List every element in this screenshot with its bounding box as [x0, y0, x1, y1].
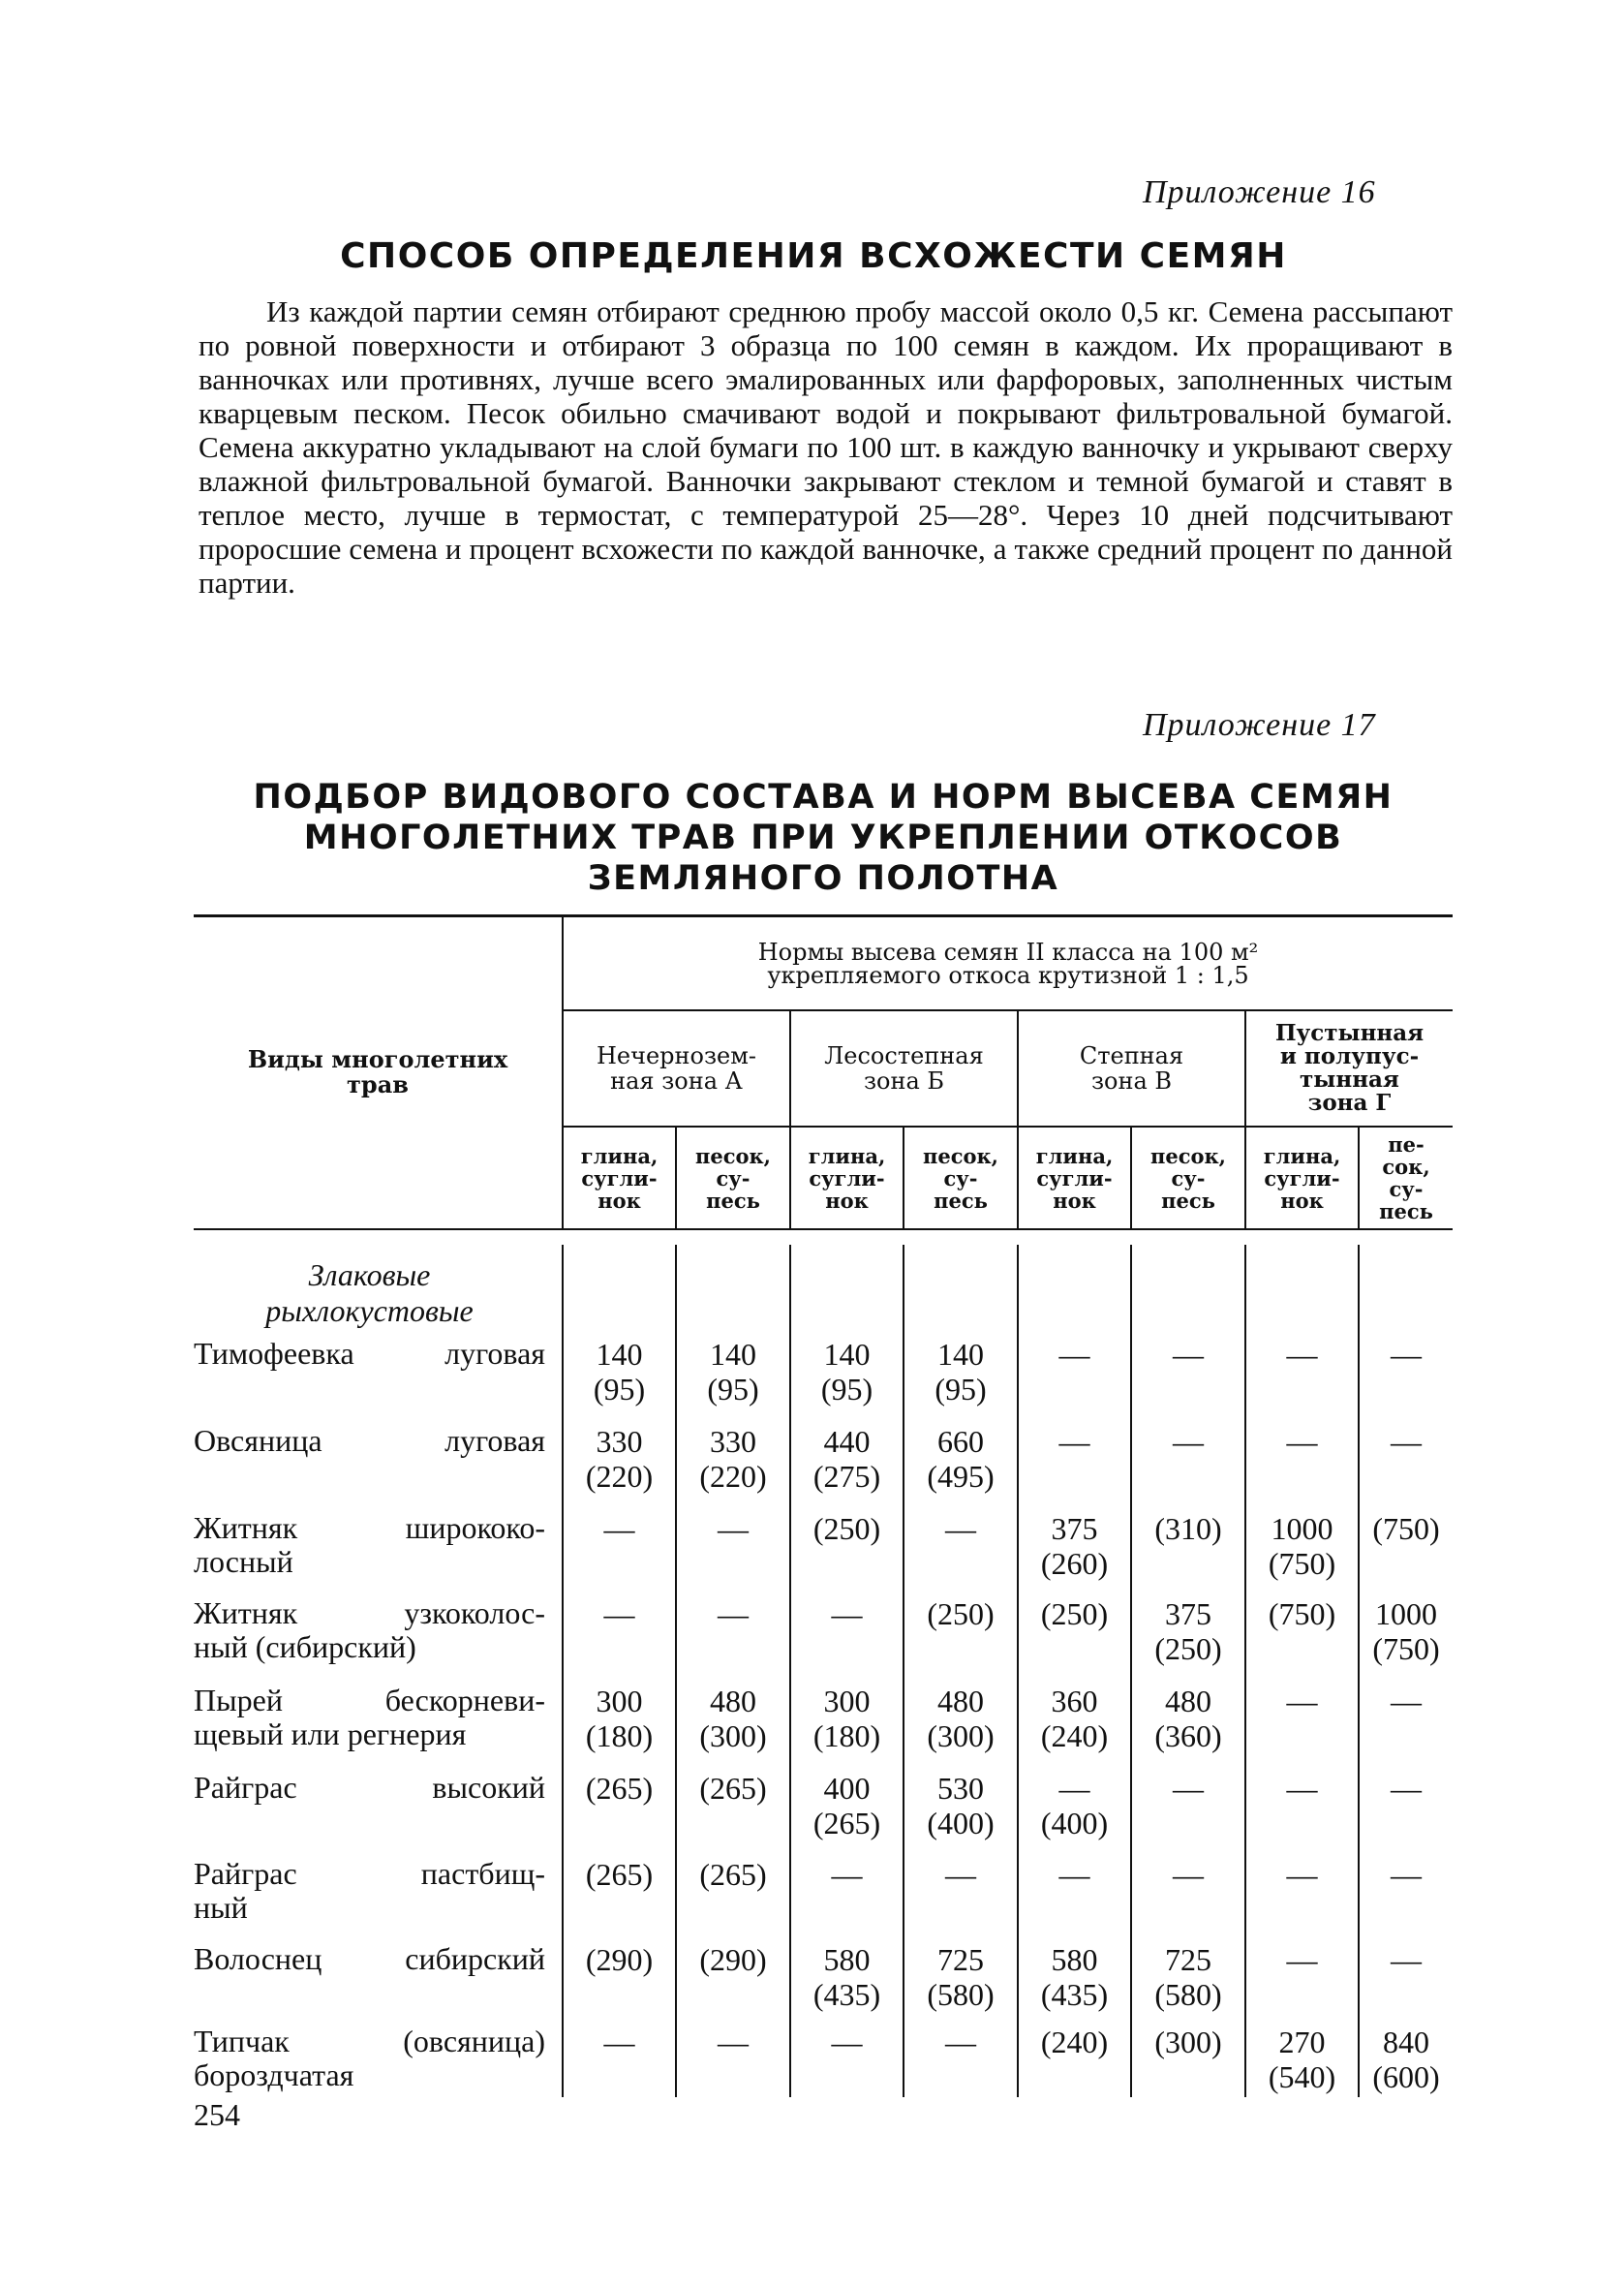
zone-a-line-1: Нечернозем-: [596, 1042, 757, 1069]
cell-value: (265): [699, 1771, 767, 1806]
cell-value: (290): [585, 1942, 654, 1977]
table-cell: [1360, 1511, 1453, 1546]
cell-value: (300): [1154, 2025, 1222, 2059]
row-name-line-2: лосный: [194, 1544, 293, 1579]
soil-text: сугли-: [1036, 1165, 1113, 1190]
cell-value: (250): [812, 1511, 881, 1546]
table-cell: [1360, 1771, 1453, 1806]
table-cell: [564, 1511, 675, 1546]
cell-value: —: [1286, 1424, 1318, 1459]
table-cell: [1132, 1424, 1244, 1459]
soil-header-g-sand: [1360, 1128, 1453, 1228]
table-cell: [1246, 1771, 1358, 1806]
zone-b-line-2: зона Б: [863, 1067, 945, 1095]
cell-value: —: [1286, 1942, 1318, 1977]
appendix-17-title: [194, 777, 1453, 899]
cell-value: —: [718, 2025, 749, 2059]
cell-value: 330: [596, 1424, 643, 1459]
cell-value: —: [945, 1857, 976, 1892]
table-cell: [677, 1857, 789, 1892]
soil-text: глина,: [808, 1143, 886, 1168]
table-cell: [564, 1771, 675, 1806]
cell-value: (750): [1268, 1596, 1336, 1631]
cell-value: 375: [1051, 1511, 1098, 1546]
cell-value: —: [1391, 1942, 1422, 1977]
cell-value: —: [1058, 1771, 1090, 1806]
cell-value: (265): [585, 1857, 654, 1892]
cell-value: 580: [1051, 1942, 1098, 1977]
appendix-16-title: СПОСОБ ОПРЕДЕЛЕНИЯ ВСХОЖЕСТИ СЕМЯН: [340, 236, 1287, 276]
cell-value: 140: [937, 1337, 984, 1372]
cell-value: (400): [927, 1806, 995, 1840]
cell-value: —: [1391, 1337, 1422, 1372]
appendix-17-title-line-1: ПОДБОР ВИДОВОГО СОСТАВА И НОРМ ВЫСЕВА СЕМЯН: [253, 778, 1394, 817]
zone-v-line-1: Степная: [1079, 1042, 1184, 1069]
table-cell: [677, 1511, 789, 1546]
cell-value: —: [945, 1511, 976, 1546]
table-cell: [1132, 1337, 1244, 1372]
cell-value: 480: [937, 1684, 984, 1718]
soil-header-v-clay: [1019, 1128, 1130, 1228]
appendix-16-paragraph: Из каждой партии семян отбирают среднюю пробу массой около 0,5 кг. Семена рассыпают по ровной поверхности и отбирают 3 образца по 100 семян в каждом. Их проращивают в ванночках или противнях, лучше всего эмалированных или фарфоровых, заполненных чистым кварцевым песком. Песок обильно смачивают водой и покрывают фильтровальной бумагой. Семена аккуратно укладывают на слой бумаги по 100 шт. в каждую ванночку и укрывают сверху влажной фильтровальной бумагой. Ванночки закрывают стеклом и темной бумагой и ставят в теплое место, лучше в термостат, с температурой 25—28°. Через 10 дней подсчитывают проросшие семена и процент всхожести по каждой ванночке, а также средний процент по данной партии.: [199, 294, 1453, 600]
table-cell: [1246, 1857, 1358, 1892]
table-cell: [1246, 1424, 1358, 1459]
soil-header-b-sand: [904, 1128, 1017, 1228]
table-cell: [904, 1596, 1017, 1631]
cell-value: (300): [699, 1718, 767, 1753]
table-cell: [564, 1424, 675, 1494]
cell-value: 660: [937, 1424, 984, 1459]
table-cell: [1360, 1857, 1453, 1892]
soil-text: песь: [1161, 1188, 1215, 1213]
cell-value: —: [603, 2025, 635, 2059]
table-cell: [1132, 1596, 1244, 1666]
zone-g-line-4: зона Г: [1307, 1090, 1392, 1116]
group-heading: [194, 1257, 545, 1329]
table-cell: [791, 1857, 903, 1892]
row-name: [194, 1684, 545, 1751]
cell-value: 140: [823, 1337, 871, 1372]
table-cell: [564, 2025, 675, 2059]
cell-value: —: [1173, 1337, 1204, 1372]
cell-value: —: [945, 2025, 976, 2059]
table-cell: [791, 2025, 903, 2059]
cell-value: (240): [1040, 1718, 1109, 1753]
table-cell: [791, 1424, 903, 1494]
soil-text: сугли-: [581, 1165, 658, 1190]
table-cell: [1019, 1596, 1130, 1631]
norms-header: [564, 918, 1453, 1009]
cell-value: (250): [927, 1596, 995, 1631]
table-cell: [904, 1857, 1017, 1892]
table-cell: [1246, 1511, 1358, 1581]
table-cell: [1360, 1596, 1453, 1666]
cell-value: 400: [823, 1771, 871, 1806]
group-heading-line-2: рыхлокустовые: [265, 1293, 474, 1328]
cell-value: (540): [1268, 2059, 1336, 2094]
cell-value: (435): [1040, 1977, 1109, 2012]
zone-g-line-3: тынная: [1300, 1067, 1399, 1093]
cell-value: 360: [1051, 1684, 1098, 1718]
soil-text: сугли-: [1264, 1165, 1340, 1190]
table-cell: [791, 1596, 903, 1631]
row-name-line-1: Волоснец сибирский: [194, 1941, 545, 1976]
cell-value: —: [1173, 1771, 1204, 1806]
table-cell: [904, 1771, 1017, 1840]
table-cell: [904, 1337, 1017, 1407]
table-cell: [1019, 1511, 1130, 1581]
cell-value: —: [1058, 1424, 1090, 1459]
cell-value: (600): [1372, 2059, 1440, 2094]
cell-value: —: [1391, 1771, 1422, 1806]
row-name-line-1: Райграс пастбищ-: [194, 1856, 545, 1891]
zone-g-line-2: и полупус-: [1279, 1043, 1420, 1069]
cell-value: —: [603, 1596, 635, 1631]
cell-value: (265): [699, 1857, 767, 1892]
table-cell: [1019, 2025, 1130, 2059]
cell-value: —: [1286, 1684, 1318, 1718]
cell-value: (300): [927, 1718, 995, 1753]
table-cell: [791, 1337, 903, 1407]
table-cell: [677, 1942, 789, 1977]
table-cell: [904, 1424, 1017, 1494]
cell-value: (95): [707, 1372, 759, 1407]
cell-value: —: [831, 1857, 863, 1892]
soil-text: су-: [716, 1165, 751, 1190]
cell-value: (95): [935, 1372, 987, 1407]
cell-value: (495): [927, 1459, 995, 1494]
cell-value: 270: [1278, 2025, 1326, 2059]
table-cell: [677, 2025, 789, 2059]
row-name: [194, 2025, 545, 2092]
cell-value: —: [831, 2025, 863, 2059]
soil-text: песок,: [694, 1143, 771, 1168]
cell-value: —: [1286, 1337, 1318, 1372]
table-cell: [904, 2025, 1017, 2059]
cell-value: (750): [1372, 1631, 1440, 1666]
soil-header-b-clay: [791, 1128, 903, 1228]
row-name: [194, 1596, 545, 1664]
cell-value: 300: [823, 1684, 871, 1718]
row-name-line-1: Овсяница луговая: [194, 1423, 545, 1458]
soil-text: песок,: [1149, 1143, 1226, 1168]
soil-text: сугли-: [809, 1165, 885, 1190]
table-cell: [1132, 1771, 1244, 1806]
norms-header-line-1: Нормы высева семян II класса на 100 м²: [757, 939, 1259, 966]
row-name-line-1: Райграс высокий: [194, 1770, 545, 1805]
cell-value: —: [718, 1511, 749, 1546]
table-cell: [1132, 2025, 1244, 2059]
cell-value: —: [1173, 1857, 1204, 1892]
soil-text: глина,: [580, 1143, 659, 1168]
zone-b-header: [791, 1011, 1017, 1126]
row-name: [194, 1424, 545, 1458]
header-bottom-rule: [194, 1228, 1453, 1230]
cell-value: 480: [1165, 1684, 1211, 1718]
cell-value: (95): [593, 1372, 646, 1407]
table-cell: [1360, 1684, 1453, 1718]
soil-text: су-: [943, 1165, 978, 1190]
table-cell: [1132, 1684, 1244, 1753]
table-cell: [564, 1596, 675, 1631]
row-name-line-2: щевый или регнерия: [194, 1716, 467, 1751]
row-name-line-2: ный (сибирский): [194, 1629, 416, 1664]
row-name: [194, 1771, 545, 1805]
cell-value: (400): [1040, 1806, 1109, 1840]
table-cell: [677, 1424, 789, 1494]
appendix-17-title-line-2: МНОГОЛЕТНИХ ТРАВ ПРИ УКРЕПЛЕНИИ ОТКОСОВ: [303, 819, 1343, 857]
cell-value: (360): [1154, 1718, 1222, 1753]
cell-value: 840: [1383, 2025, 1429, 2059]
cell-value: 375: [1165, 1596, 1211, 1631]
cell-value: —: [1391, 1684, 1422, 1718]
stub-header: [194, 916, 562, 1228]
cell-value: —: [1391, 1857, 1422, 1892]
cell-value: —: [1058, 1337, 1090, 1372]
soil-text: сок,: [1382, 1155, 1430, 1179]
table-cell: [1019, 1337, 1130, 1372]
cell-value: (220): [585, 1459, 654, 1494]
table-cell: [1019, 1771, 1130, 1840]
table-cell: [677, 1771, 789, 1806]
soil-text: песь: [706, 1188, 760, 1213]
cell-value: —: [1173, 1424, 1204, 1459]
table-cell: [791, 1942, 903, 2012]
appendix-16-label: Приложение 16: [1143, 174, 1376, 210]
soil-text: нок: [1280, 1188, 1324, 1213]
zone-a-line-2: ная зона А: [610, 1067, 743, 1095]
soil-text: песь: [934, 1188, 988, 1213]
table-cell: [564, 1684, 675, 1753]
zone-g-header: [1246, 1011, 1453, 1126]
table-cell: [1019, 1424, 1130, 1459]
cell-value: —: [1286, 1857, 1318, 1892]
cell-value: (180): [585, 1718, 654, 1753]
cell-value: 140: [596, 1337, 643, 1372]
row-name-line-2: ный: [194, 1890, 248, 1925]
cell-value: —: [831, 1596, 863, 1631]
cell-value: (310): [1154, 1511, 1222, 1546]
table-cell: [1132, 1511, 1244, 1546]
cell-value: (750): [1268, 1546, 1336, 1581]
table-cell: [1246, 1942, 1358, 1977]
soil-text: нок: [598, 1188, 641, 1213]
table-cell: [1246, 1337, 1358, 1372]
appendix-17-title-line-3: ЗЕМЛЯНОГО ПОЛОТНА: [587, 859, 1059, 898]
table-cell: [1246, 2025, 1358, 2094]
row-name-line-1: Житняк узкоколос-: [194, 1595, 545, 1630]
cell-value: (250): [1154, 1631, 1222, 1666]
table-cell: [1360, 2025, 1453, 2094]
zone-g-line-1: Пустынная: [1274, 1020, 1425, 1046]
table-cell: [791, 1511, 903, 1546]
table-cell: [1360, 1942, 1453, 1977]
table-cell: [1019, 1857, 1130, 1892]
cell-value: 330: [710, 1424, 756, 1459]
table-cell: [1132, 1857, 1244, 1892]
table-cell: [904, 1684, 1017, 1753]
zone-b-line-1: Лесостепная: [824, 1042, 984, 1069]
cell-value: 480: [710, 1684, 756, 1718]
cell-value: 725: [1165, 1942, 1211, 1977]
soil-header-v-sand: [1132, 1128, 1244, 1228]
soil-header-g-clay: [1246, 1128, 1358, 1228]
group-heading-line-1: Злаковые: [308, 1257, 431, 1292]
soil-text: пе-: [1388, 1132, 1425, 1157]
cell-value: (275): [812, 1459, 881, 1494]
cell-value: 1000: [1375, 1596, 1437, 1631]
appendix-17-label: Приложение 17: [1143, 707, 1376, 743]
cell-value: 580: [823, 1942, 871, 1977]
table-cell: [677, 1337, 789, 1407]
cell-value: (580): [927, 1977, 995, 2012]
soil-text: нок: [825, 1188, 869, 1213]
cell-value: (220): [699, 1459, 767, 1494]
row-name-line-1: Тимофеевка луговая: [194, 1336, 545, 1371]
cell-value: (260): [1040, 1546, 1109, 1581]
zone-a-header: [564, 1011, 789, 1126]
table-cell: [1019, 1942, 1130, 2012]
row-name-line-1: Пырей бескорневи-: [194, 1683, 545, 1717]
norms-header-line-2: укрепляемого откоса крутизной 1 : 1,5: [767, 962, 1249, 989]
cell-value: 1000: [1271, 1511, 1333, 1546]
table-cell: [791, 1771, 903, 1840]
soil-text: нок: [1053, 1188, 1096, 1213]
cell-value: —: [1286, 1771, 1318, 1806]
row-name: [194, 1511, 545, 1579]
table-cell: [564, 1942, 675, 1977]
cell-value: —: [603, 1511, 635, 1546]
cell-value: 440: [823, 1424, 871, 1459]
soil-text: песь: [1379, 1199, 1433, 1223]
cell-value: (750): [1372, 1511, 1440, 1546]
table-cell: [1360, 1424, 1453, 1459]
stub-header-line-1: Виды многолетних: [247, 1045, 508, 1073]
soil-text: су-: [1389, 1177, 1424, 1201]
soil-text: су-: [1171, 1165, 1206, 1190]
cell-value: (290): [699, 1942, 767, 1977]
cell-value: (240): [1040, 2025, 1109, 2059]
cell-value: (250): [1040, 1596, 1109, 1631]
page-number: 254: [194, 2097, 240, 2132]
cell-value: 725: [937, 1942, 984, 1977]
cell-value: —: [1058, 1857, 1090, 1892]
zone-v-line-2: зона В: [1090, 1067, 1173, 1095]
table-cell: [1019, 1684, 1130, 1753]
soil-text: глина,: [1035, 1143, 1114, 1168]
cell-value: —: [718, 1596, 749, 1631]
cell-value: 300: [596, 1684, 643, 1718]
cell-value: (265): [585, 1771, 654, 1806]
soil-text: глина,: [1263, 1143, 1341, 1168]
cell-value: (95): [820, 1372, 873, 1407]
cell-value: 530: [937, 1771, 984, 1806]
table-cell: [564, 1857, 675, 1892]
table-cell: [904, 1511, 1017, 1546]
cell-value: —: [1391, 1424, 1422, 1459]
soil-text: песок,: [922, 1143, 998, 1168]
row-name: [194, 1337, 545, 1371]
appendix-16-body: [199, 294, 1453, 600]
cell-value: (265): [812, 1806, 881, 1840]
zone-v-header: [1019, 1011, 1244, 1126]
table-cell: [677, 1684, 789, 1753]
table-cell: [564, 1337, 675, 1407]
row-name: [194, 1857, 545, 1925]
row-name-line-2: бороздчатая: [194, 2057, 354, 2092]
soil-header-a-clay: [564, 1128, 675, 1228]
stub-header-line-2: трав: [347, 1070, 409, 1098]
table-cell: [904, 1942, 1017, 2012]
row-name-line-1: Типчак (овсяница): [194, 2024, 545, 2058]
table-cell: [1246, 1596, 1358, 1631]
table-cell: [677, 1596, 789, 1631]
cell-value: (580): [1154, 1977, 1222, 2012]
cell-value: (180): [812, 1718, 881, 1753]
table-cell: [791, 1684, 903, 1753]
row-name-line-1: Житняк ширококо-: [194, 1510, 545, 1545]
row-name: [194, 1942, 545, 1976]
table-cell: [1360, 1337, 1453, 1372]
table-cell: [1246, 1684, 1358, 1718]
cell-value: 140: [710, 1337, 756, 1372]
cell-value: (435): [812, 1977, 881, 2012]
table-cell: [1132, 1942, 1244, 2012]
soil-header-a-sand: [677, 1128, 789, 1228]
